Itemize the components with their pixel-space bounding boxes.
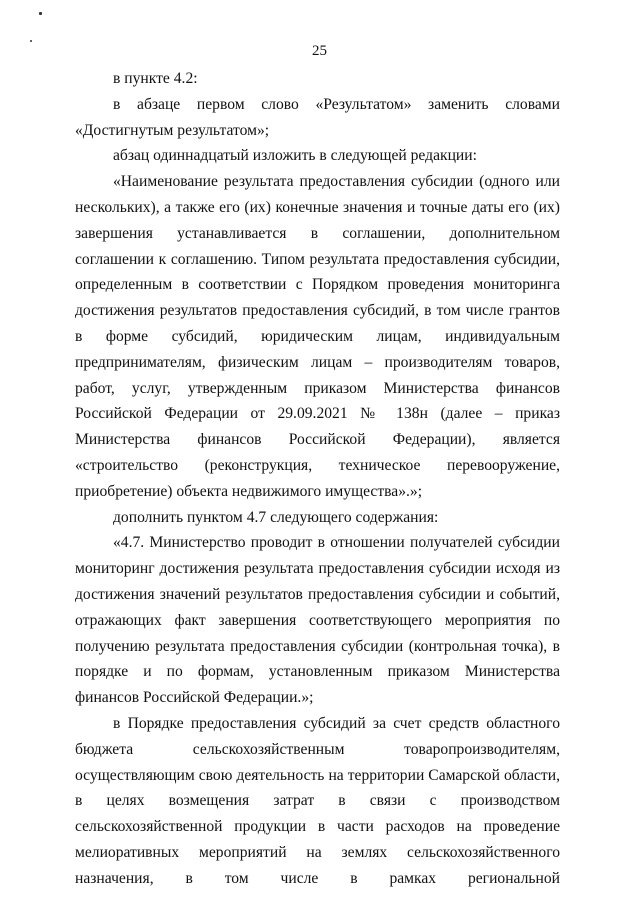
paragraph: в абзаце первом слово «Результатом» заменить словами «Достигнутым результатом»; — [75, 95, 560, 139]
page-number: 25 — [312, 43, 327, 59]
scan-artifact-mark — [39, 12, 42, 15]
paragraph: в пункте 4.2: — [113, 70, 198, 87]
document-body — [75, 66, 560, 892]
paragraph: абзац одиннадцатый изложить в следующей редакции: — [113, 147, 477, 165]
paragraph: «4.7. Министерство проводит в отношении получателей субсидии мониторинг достижения результата предоставления субсидии исходя из достижения значений результатов предоставления субсидии и событий, отражающих факт завершения соответствующего мероприятия по получению результата предоставления субсидии (контрольная точка), в порядке и по формам, установленным приказом Министерства финансов Российской Федерации.»; — [75, 534, 560, 707]
paragraph: в Порядке предоставления субсидий за счет средств областного бюджета сельскохозяйственным товаропроизводителям, осуществляющим свою деятельность на территории Самарской области, в целях возмещения затрат в связи с производством сельскохозяйственной продукции в части расходов на проведение мелиоративных мероприятий на землях сельскохозяйственного назначения, в том числе в рамках региональной — [75, 714, 560, 887]
paragraph: «Наименование результата предоставления субсидии (одного или нескольких), а также его (их) конечные значения и точные даты его (их) завершения устанавливается в соглашении, дополнительном соглашении к соглашению. Типом результата предоставления субсидии, определенным в соответствии с Порядком проведения мониторинга достижения результатов предоставления субсидий, в том числе грантов в форме субсидий, юридическим лицам, индивидуальным предпринимателям, физическим лицам – производителям товаров, работ, услуг, утвержденным приказом Министерства финансов Российской Федерации от 29.09.2021 № 138н (далее – приказ Министерства финансов Российской Федерации), является «строительство (реконструкция, техническое перевооружение, приобретение) объекта недвижимого имущества».»; — [75, 173, 560, 500]
paragraph: дополнить пунктом 4.7 следующего содержания: — [113, 508, 439, 526]
